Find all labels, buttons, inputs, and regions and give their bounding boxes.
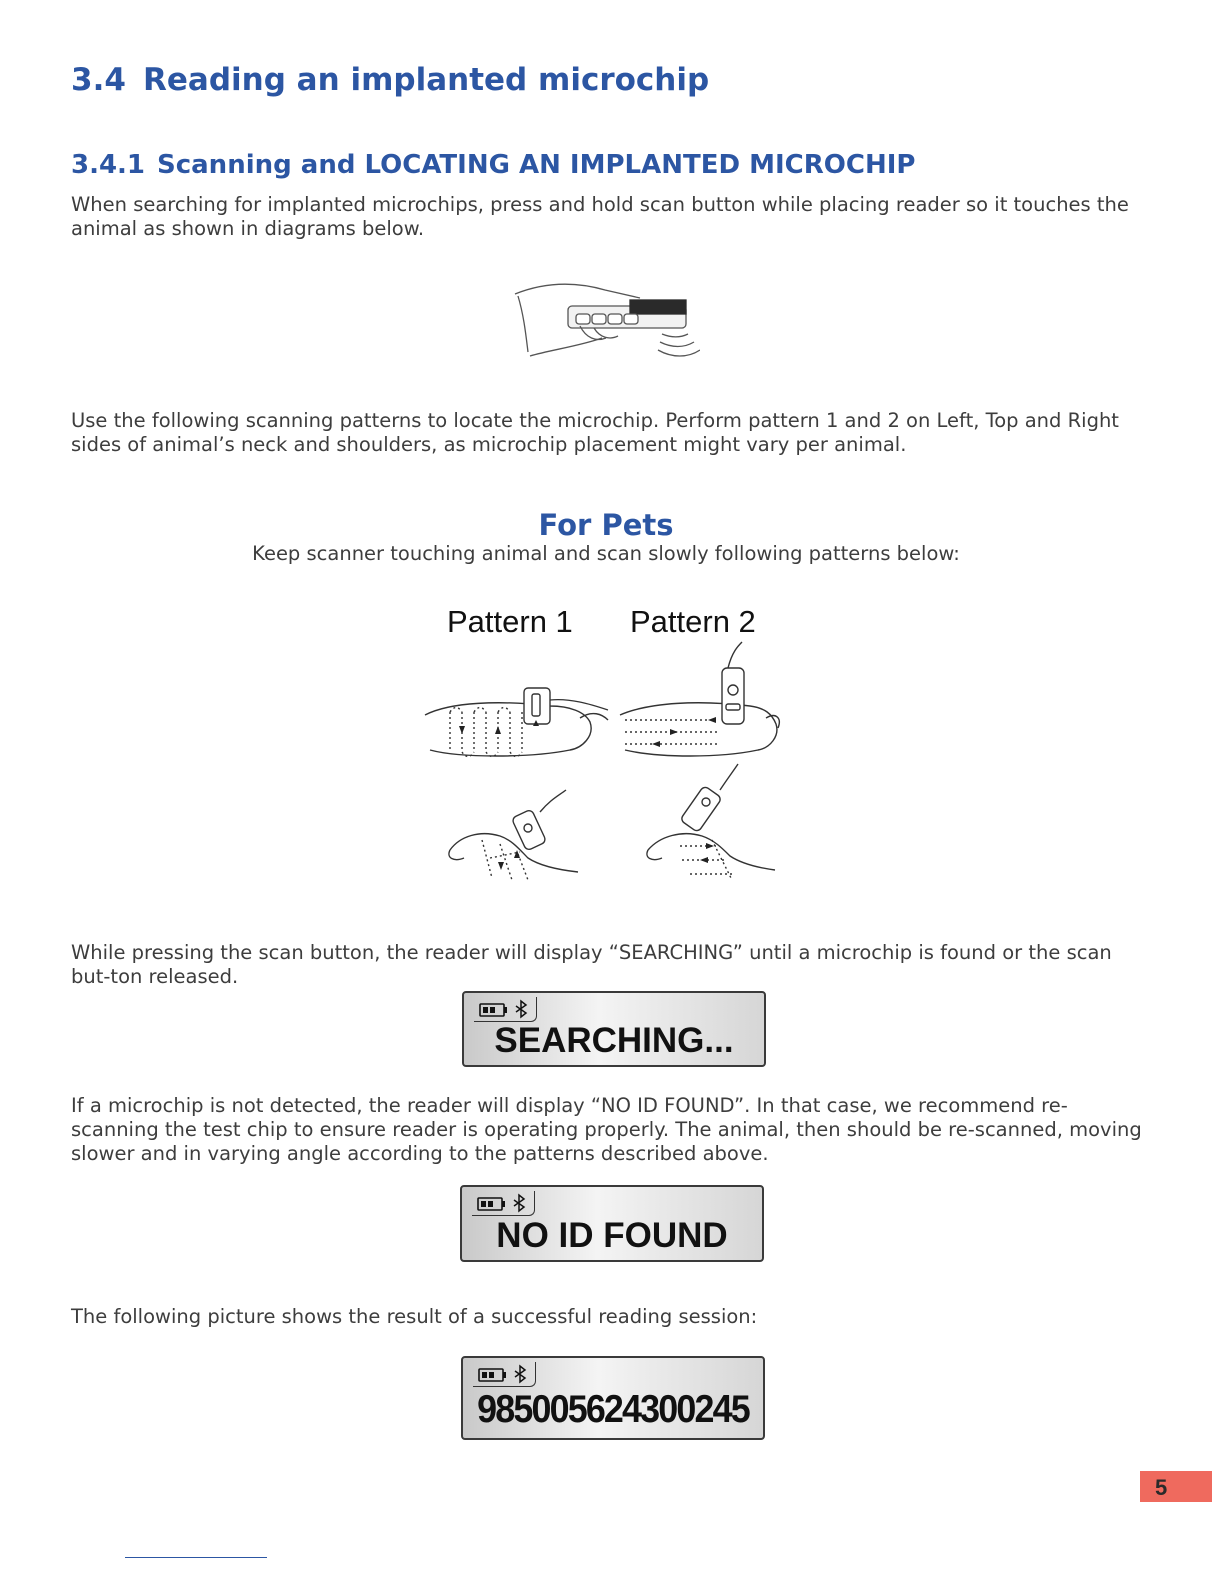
bluetooth-icon — [516, 1001, 526, 1017]
not-found-paragraph: If a microchip is not detected, the reader will display “NO ID FOUND”. In that case, we recommend re-scanning the test chip to ensure reader is operating properly. The animal, then should be re-scanned, moving slower and in varying angle according to the patterns described above. — [71, 1094, 1142, 1165]
pattern-1-body-diagram — [425, 688, 608, 757]
footer-line — [125, 1557, 267, 1558]
lcd-display-not-found — [460, 1185, 764, 1262]
pattern-1-head-diagram — [449, 790, 578, 880]
searching-paragraph: While pressing the scan button, the reader will display “SEARCHING” until a microchip is found or the scan but-ton released. — [71, 941, 1112, 988]
bluetooth-icon — [515, 1366, 525, 1382]
pattern-1-label: Pattern 1 — [447, 604, 573, 639]
pets-subtitle: Keep scanner touching animal and scan slowly following patterns below: — [252, 542, 960, 565]
section-number: 3.4 — [71, 62, 126, 98]
subsection-number: 3.4.1 — [71, 150, 146, 180]
success-paragraph: The following picture shows the result of a successful reading session: — [71, 1305, 758, 1328]
patterns-paragraph: Use the following scanning patterns to locate the microchip. Perform pattern 1 and 2 on Left, Top and Right sides of animal’s neck and shoulders, as microchip placement might vary per animal. — [71, 409, 1119, 456]
lcd-status-area — [473, 1362, 536, 1387]
battery-icon — [480, 1004, 507, 1016]
lcd-status-area — [472, 1191, 535, 1216]
lcd-display-success — [461, 1356, 765, 1440]
subsection-heading — [71, 150, 915, 180]
battery-icon — [479, 1369, 506, 1381]
lcd-display-searching — [462, 991, 766, 1067]
page-number: 5 — [1140, 1471, 1212, 1502]
intro-paragraph: When searching for implanted microchips, press and hold scan button while placing reader so it touches the animal as shown in diagrams below. — [71, 193, 1129, 240]
pattern-2-head-diagram — [647, 764, 775, 880]
subsection-title: Scanning and LOCATING AN IMPLANTED MICROCHIP — [157, 150, 916, 180]
section-title: Reading an implanted microchip — [143, 62, 710, 98]
lcd-text-chip-id: 985005624300245 — [477, 1388, 749, 1431]
bluetooth-icon — [514, 1195, 524, 1211]
section-heading — [71, 62, 709, 98]
lcd-text-searching: SEARCHING... — [494, 1021, 734, 1060]
lcd-text-not-found: NO ID FOUND — [496, 1216, 728, 1255]
pattern-2-label: Pattern 2 — [630, 604, 756, 639]
lcd-status-area — [474, 997, 537, 1022]
scanning-patterns-illustration — [420, 640, 785, 890]
battery-icon — [478, 1198, 505, 1210]
hand-holding-reader-illustration — [510, 276, 700, 364]
pets-title: For Pets — [538, 508, 674, 542]
pattern-2-body-diagram — [620, 642, 779, 756]
